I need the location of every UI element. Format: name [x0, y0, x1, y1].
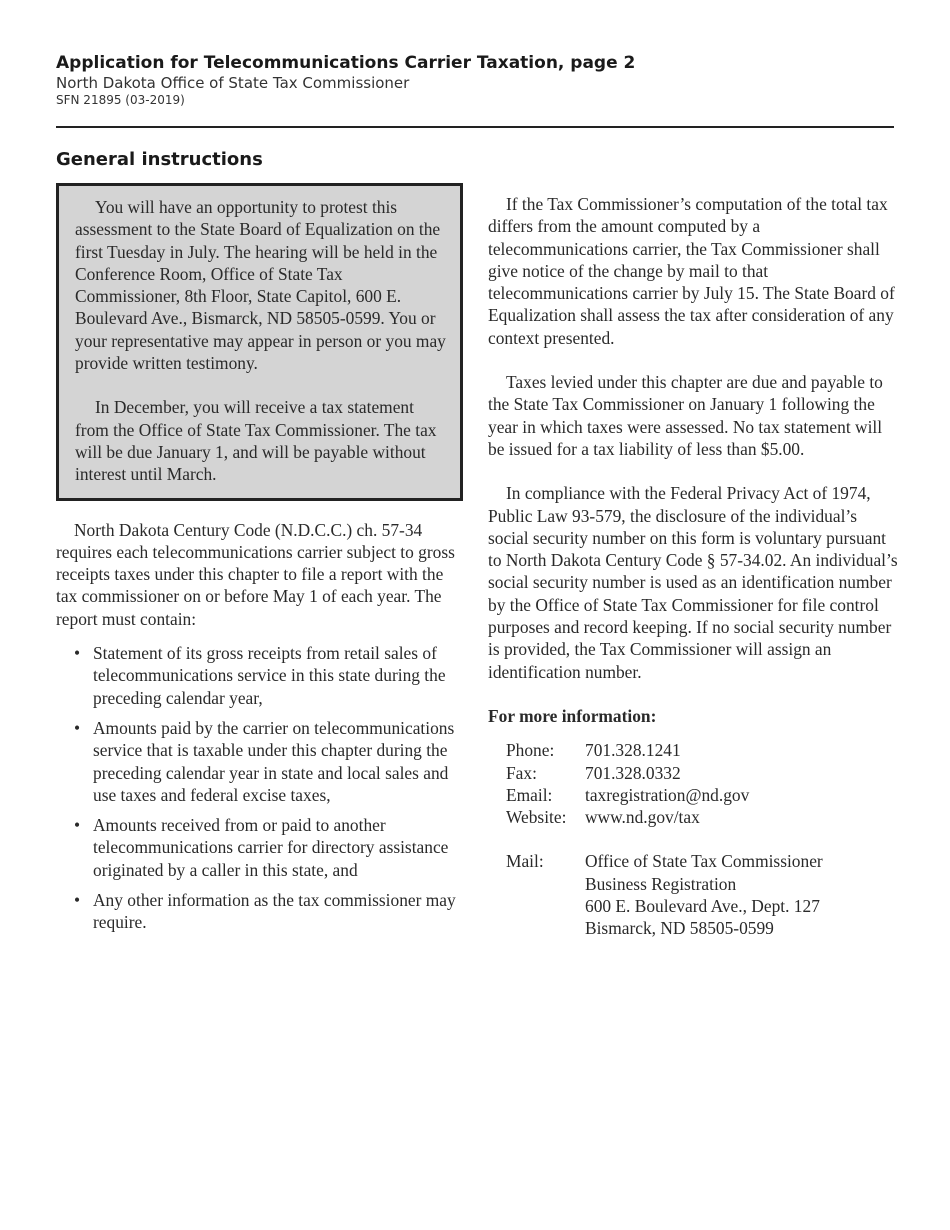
address-line: Bismarck, ND 58505-0599 — [585, 918, 774, 939]
mailing-address — [585, 850, 823, 939]
bullet-icon: • — [74, 890, 81, 911]
form-title: Application for Telecommunications Carrier Taxation, page 2 — [56, 53, 636, 73]
list-item — [56, 814, 464, 881]
mail-label: Mail: — [506, 851, 544, 872]
email-value: taxregistration@nd.gov — [585, 784, 750, 805]
contact-row-fax — [506, 762, 749, 784]
list-item-text: Amounts received from or paid to another telecommunications carrier for directory assistance originated by a caller in this state, and — [93, 815, 449, 880]
bullet-icon: • — [74, 815, 81, 836]
list-item — [56, 889, 464, 934]
address-line: Office of State Tax Commissioner — [585, 851, 823, 872]
header-divider — [56, 126, 894, 128]
page-header — [56, 53, 896, 108]
list-item-text: Statement of its gross receipts from retail sales of telecommunications service in this state during the preceding calendar year, — [93, 643, 446, 708]
hearing-notice-box — [56, 183, 463, 501]
contact-table — [506, 739, 749, 828]
tax-computation-paragraph: If the Tax Commissioner’s computation of the total tax differs from the amount computed by a telecommunications carrier, the Tax Commissioner shall give notice of the change by mail to that telecommunications carrier by July 15. The State Board of Equalization shall assess the tax after consideration of any context presented. — [488, 194, 895, 348]
bullet-icon: • — [74, 717, 81, 738]
section-title: General instructions — [56, 149, 263, 170]
agency-name: North Dakota Office of State Tax Commissioner — [56, 74, 410, 92]
notice-paragraph: In December, you will receive a tax statement from the Office of State Tax Commissioner. The tax will be due January 1, and will be payable without interest until March. — [75, 397, 437, 485]
bullet-icon: • — [74, 643, 81, 664]
fax-value: 701.328.0332 — [585, 762, 681, 783]
contact-row-phone — [506, 739, 749, 761]
report-requirements-list — [56, 642, 464, 934]
list-item — [56, 642, 464, 709]
address-line: 600 E. Boulevard Ave., Dept. 127 — [585, 896, 820, 917]
email-label: Email: — [506, 784, 553, 805]
form-number: SFN 21895 (03-2019) — [56, 93, 185, 107]
list-item — [56, 717, 464, 806]
right-column — [488, 193, 898, 940]
mailing-address-block — [506, 850, 898, 939]
contact-row-email — [506, 784, 749, 806]
taxes-due-paragraph: Taxes levied under this chapter are due and payable to the State Tax Commissioner on January 1 following the year in which taxes were assessed. No tax statement will be issued for a tax liability of less than $5.00. — [488, 372, 883, 459]
list-item-text: Amounts paid by the carrier on telecommunications service that is taxable under this chapter during the preceding calendar year in state and local sales and use taxes and federal excise taxes, — [93, 717, 455, 805]
address-line: Business Registration — [585, 873, 737, 894]
phone-value: 701.328.1241 — [585, 740, 681, 761]
left-column — [56, 183, 464, 942]
website-value: www.nd.gov/tax — [585, 807, 700, 828]
ndcc-intro-paragraph: North Dakota Century Code (N.D.C.C.) ch. 57-34 requires each telecommunications carrier subject to gross receipts taxes under this chapter to file a report with the tax commissioner on or before May 1 of each year. The report must contain: — [56, 519, 455, 629]
more-info-heading: For more information: — [488, 705, 657, 726]
privacy-act-paragraph: In compliance with the Federal Privacy Act of 1974, Public Law 93-579, the disclosure of the individual’s social security number on this form is voluntary pursuant to North Dakota Century Code § 57-34.02. An individual’s social security number is used as an identification number by the Office of State Tax Commissioner for file control purposes and record keeping. If no social security number is provided, the Tax Commissioner will assign an identification number. — [488, 483, 898, 682]
list-item-text: Any other information as the tax commissioner may require. — [93, 890, 456, 933]
phone-label: Phone: — [506, 740, 555, 761]
website-label: Website: — [506, 807, 567, 828]
contact-row-website — [506, 806, 749, 828]
notice-paragraph: You will have an opportunity to protest this assessment to the State Board of Equalization on the first Tuesday in July. The hearing will be held in the Conference Room, Office of State Tax Commissioner, 8th Floor, State Capitol, 600 E. Boulevard Ave., Bismarck, ND 58505-0599. You or your representative may appear in person or you may provide written testimony. — [75, 197, 446, 374]
fax-label: Fax: — [506, 762, 537, 783]
